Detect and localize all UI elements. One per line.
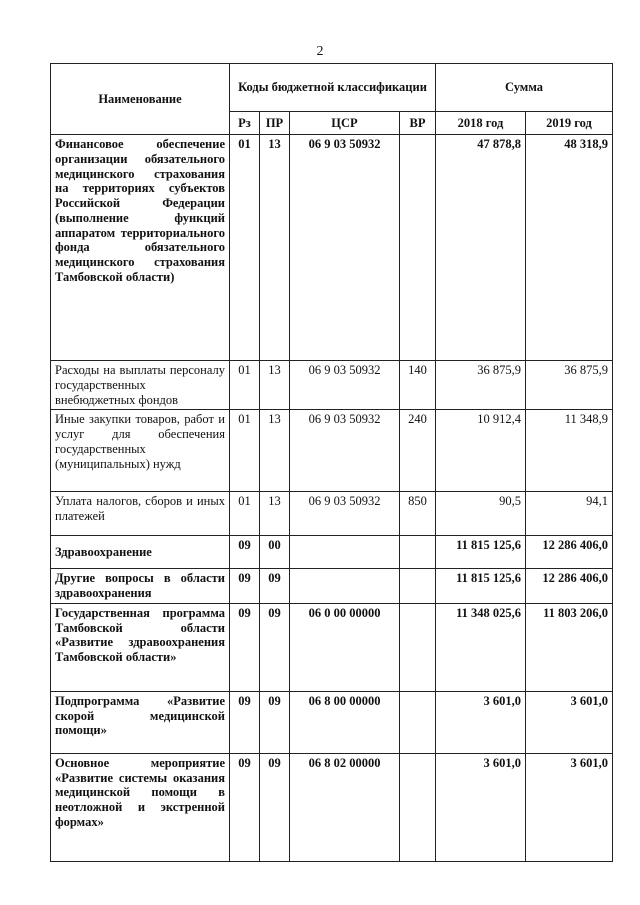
table-row	[51, 135, 613, 361]
row-pr: 09	[260, 603, 290, 691]
row-rz: 09	[230, 536, 260, 569]
row-vr: 140	[400, 361, 436, 410]
row-2019: 94,1	[526, 492, 613, 536]
header-csr: ЦСР	[290, 112, 400, 135]
row-vr: 240	[400, 410, 436, 492]
row-csr: 06 9 03 50932	[290, 410, 400, 492]
row-2019: 12 286 406,0	[526, 536, 613, 569]
table-row	[51, 536, 613, 569]
row-name: Другие вопросы в области здравоохранения	[51, 569, 230, 604]
header-vr: ВР	[400, 112, 436, 135]
row-2019: 12 286 406,0	[526, 569, 613, 604]
row-rz: 01	[230, 410, 260, 492]
row-pr: 13	[260, 361, 290, 410]
row-2018: 36 875,9	[436, 361, 526, 410]
header-codes: Коды бюджетной классификации	[230, 64, 436, 112]
row-name: Основное мероприятие «Развитие системы оказания медицинской помощи в неотложной и экстренной формах»	[51, 753, 230, 861]
row-rz: 01	[230, 135, 260, 361]
row-name: Государственная программа Тамбовской области «Развитие здравоохранения Тамбовской области»	[51, 603, 230, 691]
row-rz: 09	[230, 691, 260, 753]
row-vr	[400, 753, 436, 861]
row-name: Уплата налогов, сборов и иных платежей	[51, 492, 230, 536]
row-name: Расходы на выплаты персоналу государственных внебюджетных фондов	[51, 361, 230, 410]
row-rz: 09	[230, 603, 260, 691]
row-2019: 3 601,0	[526, 753, 613, 861]
row-rz: 09	[230, 569, 260, 604]
row-vr	[400, 569, 436, 604]
row-2019: 11 348,9	[526, 410, 613, 492]
row-name: Подпрограмма «Развитие скорой медицинской помощи»	[51, 691, 230, 753]
header-rz: Рз	[230, 112, 260, 135]
row-csr: 06 8 02 00000	[290, 753, 400, 861]
budget-table	[50, 63, 613, 862]
row-name: Иные закупки товаров, работ и услуг для обеспечения государственных (муниципальных) нужд	[51, 410, 230, 492]
row-2019: 3 601,0	[526, 691, 613, 753]
row-vr	[400, 135, 436, 361]
row-pr: 09	[260, 753, 290, 861]
header-name: Наименование	[51, 64, 230, 135]
header-pr: ПР	[260, 112, 290, 135]
table-row	[51, 753, 613, 861]
page-number: 2	[316, 44, 324, 59]
row-csr: 06 9 03 50932	[290, 492, 400, 536]
table-row	[51, 603, 613, 691]
header-sum: Сумма	[436, 64, 613, 112]
row-vr: 850	[400, 492, 436, 536]
table-row	[51, 492, 613, 536]
row-2018: 10 912,4	[436, 410, 526, 492]
row-pr: 13	[260, 135, 290, 361]
row-2018: 3 601,0	[436, 691, 526, 753]
row-name: Здравоохранение	[51, 536, 230, 569]
row-csr: 06 9 03 50932	[290, 135, 400, 361]
row-2018: 90,5	[436, 492, 526, 536]
row-vr	[400, 691, 436, 753]
row-2019: 11 803 206,0	[526, 603, 613, 691]
row-2019: 36 875,9	[526, 361, 613, 410]
row-pr: 09	[260, 569, 290, 604]
row-csr: 06 8 00 00000	[290, 691, 400, 753]
row-rz: 01	[230, 492, 260, 536]
row-name: Финансовое обеспечение организации обязательного медицинского страхования на территориях субъектов Российской Федерации (выполнение функций аппаратом территориального фонда обязательного медицинского страхования Тамбовской области)	[51, 135, 230, 361]
row-rz: 09	[230, 753, 260, 861]
row-rz: 01	[230, 361, 260, 410]
row-2018: 11 348 025,6	[436, 603, 526, 691]
row-pr: 13	[260, 492, 290, 536]
table-row	[51, 361, 613, 410]
row-pr: 00	[260, 536, 290, 569]
row-pr: 09	[260, 691, 290, 753]
row-2019: 48 318,9	[526, 135, 613, 361]
table-row	[51, 569, 613, 604]
row-csr	[290, 569, 400, 604]
row-csr: 06 0 00 00000	[290, 603, 400, 691]
row-vr	[400, 603, 436, 691]
row-2018: 3 601,0	[436, 753, 526, 861]
row-vr	[400, 536, 436, 569]
header-2018: 2018 год	[436, 112, 526, 135]
row-2018: 47 878,8	[436, 135, 526, 361]
table-row	[51, 691, 613, 753]
row-2018: 11 815 125,6	[436, 569, 526, 604]
row-csr: 06 9 03 50932	[290, 361, 400, 410]
table-row	[51, 410, 613, 492]
row-2018: 11 815 125,6	[436, 536, 526, 569]
header-2019: 2019 год	[526, 112, 613, 135]
row-csr	[290, 536, 400, 569]
row-pr: 13	[260, 410, 290, 492]
